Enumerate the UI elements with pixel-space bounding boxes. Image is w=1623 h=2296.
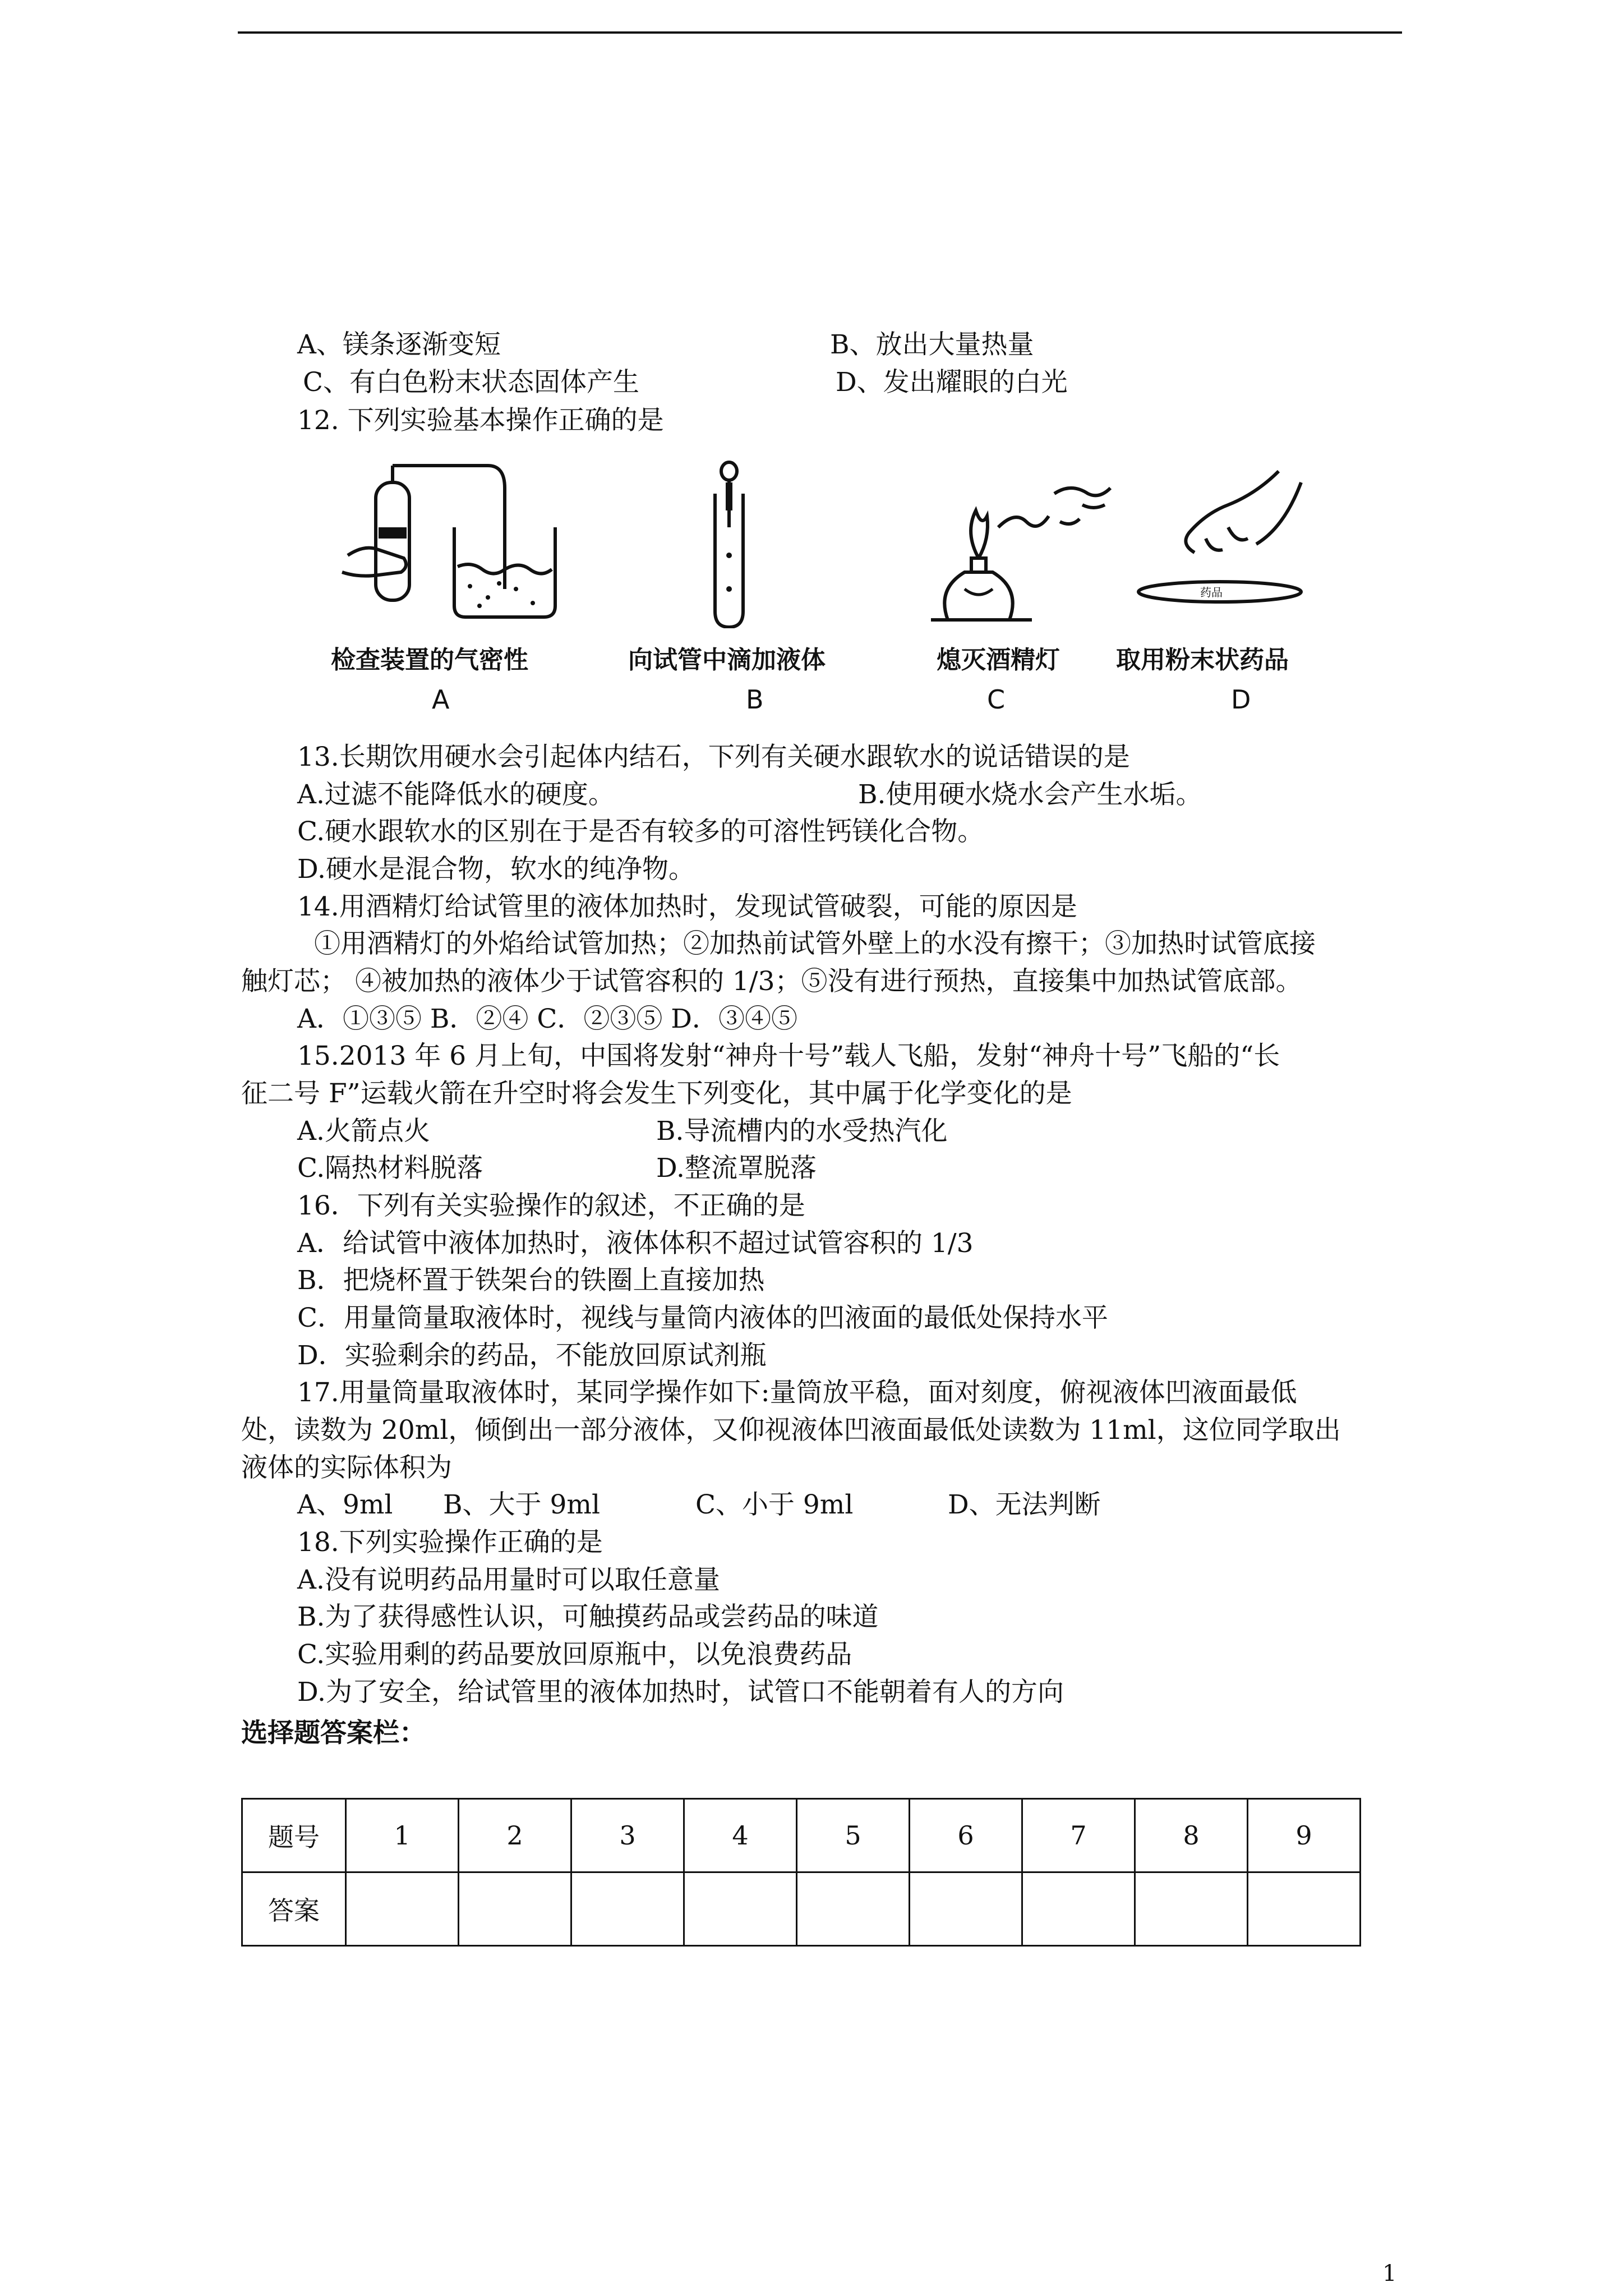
row-head-number: 题号: [242, 1799, 346, 1872]
figure-c-caption: 熄灭酒精灯: [937, 646, 1060, 674]
figure-a-caption: 检查装置的气密性: [331, 646, 528, 674]
figure-d-letter: D: [1231, 684, 1251, 715]
question-18: 18.下列实验操作正确的是: [297, 1527, 603, 1558]
figure-b: [617, 460, 864, 718]
figure-a-letter: A: [432, 684, 450, 715]
question-number-cell: 4: [684, 1799, 797, 1872]
q16-option-b: B．把烧杯置于铁架台的铁圈上直接加热: [297, 1265, 765, 1296]
figure-d: [1116, 460, 1340, 718]
answer-cell[interactable]: [459, 1872, 571, 1946]
figure-b-caption: 向试管中滴加液体: [628, 646, 826, 674]
answer-table: [241, 1798, 1361, 1947]
q16-option-d: D．实验剩余的药品，不能放回原试剂瓶: [297, 1340, 767, 1371]
q11-option-c: C、有白色粉末状态固体产生: [303, 367, 639, 398]
q18-option-c: C.实验用剩的药品要放回原瓶中，以免浪费药品: [297, 1639, 852, 1670]
answer-cell[interactable]: [571, 1872, 684, 1946]
question-17-line-1: 17.用量筒量取液体时，某同学操作如下:量筒放平稳，面对刻度，俯视液体凹液面最低: [297, 1377, 1297, 1408]
hand-taking-powder-icon: [1116, 460, 1340, 628]
question-number-cell: 8: [1135, 1799, 1248, 1872]
q15-option-c: C.隔热材料脱落: [297, 1153, 483, 1184]
question-16: 16．下列有关实验操作的叙述，不正确的是: [297, 1190, 805, 1221]
powder-label: 药品: [1200, 586, 1223, 599]
question-15-line-1: 15.2013 年 6 月上旬，中国将发射“神舟十号”载人飞船，发射“神舟十号”飞船的“长: [297, 1041, 1280, 1071]
q18-option-d: D.为了安全，给试管里的液体加热时，试管口不能朝着有人的方向: [297, 1677, 1064, 1708]
figure-a: [325, 460, 561, 718]
q14-statement-2: 触灯芯； ④被加热的液体少于试管容积的 1/3；⑤没有进行预热，直接集中加热试管底部。: [241, 966, 1302, 997]
page-number: 1: [1382, 2261, 1397, 2286]
q14-statement-1: ①用酒精灯的外焰给试管加热；②加热前试管外壁上的水没有擦干；③加热时试管底接: [314, 928, 1316, 959]
figure-c: [920, 460, 1133, 718]
question-12: 12. 下列实验基本操作正确的是: [297, 405, 664, 436]
question-14: 14.用酒精灯给试管里的液体加热时，发现试管破裂，可能的原因是: [297, 891, 1077, 922]
answer-cell[interactable]: [1022, 1872, 1135, 1946]
header-rule: [238, 31, 1402, 34]
figure-c-letter: C: [987, 684, 1006, 715]
q15-option-a: A.火箭点火: [297, 1116, 430, 1147]
figure-b-letter: B: [746, 684, 764, 715]
table-row: [242, 1799, 1361, 1872]
q14-options: A．①③⑤ B．②④ C．②③⑤ D．③④⑤: [297, 1004, 797, 1034]
question-number-cell: 2: [459, 1799, 571, 1872]
figure-d-caption: 取用粉末状药品: [1116, 646, 1289, 674]
alcohol-lamp-blowing-icon: [920, 460, 1133, 628]
answer-cell[interactable]: [797, 1872, 910, 1946]
q11-option-a: A、镁条逐渐变短: [297, 329, 501, 360]
question-number-cell: 3: [571, 1799, 684, 1872]
answer-cell[interactable]: [910, 1872, 1022, 1946]
q15-option-d: D.整流罩脱落: [656, 1153, 817, 1184]
question-13: 13.长期饮用硬水会引起体内结石，下列有关硬水跟软水的说话错误的是: [297, 742, 1130, 772]
question-number-cell: 7: [1022, 1799, 1135, 1872]
answer-cell[interactable]: [1248, 1872, 1361, 1946]
question-17-line-2: 处，读数为 20ml，倾倒出一部分液体，又仰视液体凹液面最低处读数为 11ml，这位同学取出: [241, 1415, 1341, 1446]
question-number-cell: 5: [797, 1799, 910, 1872]
q17-option-d: D、无法判断: [948, 1489, 1101, 1520]
q13-option-d: D.硬水是混合物，软水的纯净物。: [297, 854, 695, 885]
q17-option-b: B、大于 9ml: [443, 1489, 600, 1520]
q11-option-d: D、发出耀眼的白光: [836, 367, 1068, 398]
q11-option-b: B、放出大量热量: [830, 329, 1034, 360]
answer-section-title: 选择题答案栏：: [241, 1718, 426, 1749]
row-head-answer: 答案: [242, 1872, 346, 1946]
q18-option-b: B.为了获得感性认识，可触摸药品或尝药品的味道: [297, 1602, 879, 1632]
table-row: [242, 1872, 1361, 1946]
question-number-cell: 1: [346, 1799, 459, 1872]
q13-option-b: B.使用硬水烧水会产生水垢。: [858, 779, 1202, 810]
q17-option-a: A、9ml: [297, 1489, 393, 1520]
question-number-cell: 6: [910, 1799, 1022, 1872]
answer-cell[interactable]: [1135, 1872, 1248, 1946]
q13-option-a: A.过滤不能降低水的硬度。: [297, 779, 615, 810]
q13-option-c: C.硬水跟软水的区别在于是否有较多的可溶性钙镁化合物。: [297, 816, 984, 847]
q17-option-c: C、小于 9ml: [695, 1489, 854, 1520]
q16-option-a: A．给试管中液体加热时，液体体积不超过试管容积的 1/3: [297, 1228, 974, 1259]
airtightness-apparatus-icon: [325, 460, 561, 628]
answer-cell[interactable]: [346, 1872, 459, 1946]
q18-option-a: A.没有说明药品用量时可以取任意量: [297, 1565, 720, 1595]
question-number-cell: 9: [1248, 1799, 1361, 1872]
question-17-line-3: 液体的实际体积为: [241, 1452, 452, 1483]
dropper-test-tube-icon: [617, 460, 864, 628]
q16-option-c: C．用量筒量取液体时，视线与量筒内液体的凹液面的最低处保持水平: [297, 1303, 1108, 1333]
q15-option-b: B.导流槽内的水受热汽化: [656, 1116, 948, 1147]
answer-cell[interactable]: [684, 1872, 797, 1946]
question-15-line-2: 征二号 F”运载火箭在升空时将会发生下列变化，其中属于化学变化的是: [241, 1078, 1072, 1109]
